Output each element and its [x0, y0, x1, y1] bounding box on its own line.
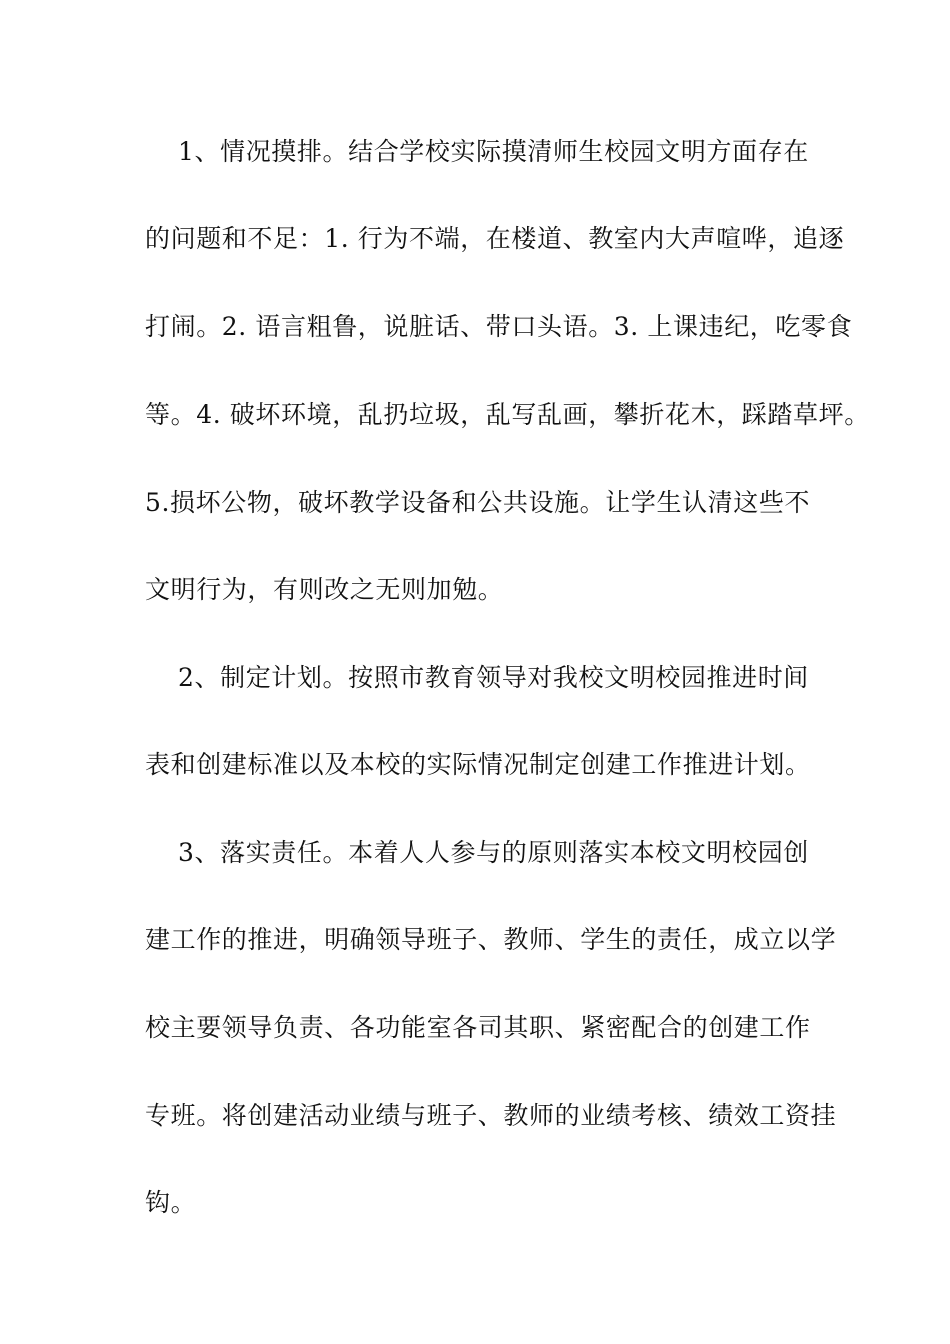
text-line: 专班。将创建活动业绩与班子、教师的业绩考核、绩效工资挂: [145, 1101, 837, 1130]
text-line: 表和创建标准以及本校的实际情况制定创建工作推进计划。: [145, 750, 811, 779]
text-line: 的问题和不足：1. 行为不端，在楼道、教室内大声喧哗，追逐: [145, 224, 845, 253]
text-line: 文明行为，有则改之无则加勉。: [145, 575, 504, 604]
text-line: 5.损坏公物，破坏教学设备和公共设施。让学生认清这些不: [145, 488, 811, 517]
text-line: 建工作的推进，明确领导班子、教师、学生的责任，成立以学: [145, 925, 837, 954]
text-line: 等。4. 破坏环境，乱扔垃圾，乱写乱画，攀折花木，踩踏草坪。: [145, 400, 870, 429]
text-line: 打闹。2. 语言粗鲁，说脏话、带口头语。3. 上课违纪，吃零食: [145, 312, 853, 341]
text-line: 校主要领导负责、各功能室各司其职、紧密配合的创建工作: [145, 1013, 811, 1042]
text-line: 钩。: [145, 1188, 197, 1217]
text-line: 1、情况摸排。结合学校实际摸清师生校园文明方面存在: [178, 137, 809, 166]
text-line: 3、落实责任。本着人人参与的原则落实本校文明校园创: [178, 838, 809, 867]
text-line: 2、制定计划。按照市教育领导对我校文明校园推进时间: [178, 663, 809, 692]
